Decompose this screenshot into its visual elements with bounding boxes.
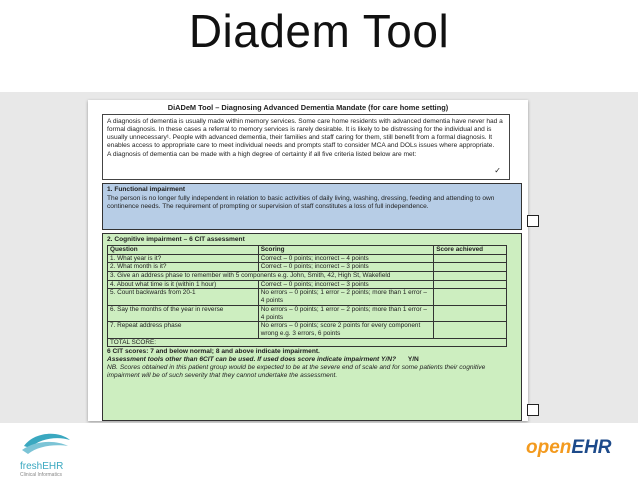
- fresh-ehr-subtext: Clinical Informatics: [20, 472, 62, 478]
- score-input-cell[interactable]: [434, 272, 507, 281]
- check-icon: ✓: [494, 166, 501, 176]
- functional-impairment-section: [102, 183, 522, 230]
- score-input-cell[interactable]: [434, 289, 507, 305]
- section1-heading: 1. Functional impairment: [107, 186, 186, 193]
- column-header-scoring: Scoring: [258, 246, 433, 255]
- total-score-label: TOTAL SCORE:: [108, 338, 507, 347]
- assessment-line: [107, 356, 517, 364]
- open-ehr-logo: [526, 437, 612, 459]
- open-ehr-logo-open: open: [526, 437, 572, 458]
- score-input-cell[interactable]: [434, 305, 507, 321]
- question-cell: 1. What year is it?: [108, 254, 259, 263]
- section1-checkbox[interactable]: [527, 215, 539, 227]
- scoring-cell: No errors – 0 points; 1 error – 2 points; more than 1 error – 4 points: [258, 305, 433, 321]
- column-header-score: Score achieved: [434, 246, 507, 255]
- question-cell: 5. Count backwards from 20-1: [108, 289, 259, 305]
- intro-criteria: A diagnosis of dementia can be made with a high degree of certainty if all five criteria listed below are met:: [107, 151, 417, 159]
- question-cell: 2. What month is it?: [108, 263, 259, 272]
- score-input-cell[interactable]: [434, 254, 507, 263]
- assessment-question: Assessment tools other than 6CIT can be used. If used does score indicate impairment Y/N?: [107, 356, 396, 364]
- scoring-cell: Correct – 0 points; incorrect – 4 points: [258, 254, 433, 263]
- intro-paragraph: A diagnosis of dementia is usually made within memory services. Some care home residents with advanced dementia have never had a formal diagnosis. In these cases a referral to memory services is rarely desirable. It is likely to be distressing for the individual and is usually unnecessary¹. People with advanced dementia, their families and staff caring for them, still benefit from a formal diagnosis. It enables access to appropriate care to meet individual needs and prompts staff to consider MCA and DOLs issues where appropriate.: [107, 118, 503, 150]
- question-cell: 6. Say the months of the year in reverse: [108, 305, 259, 321]
- table-row: [108, 289, 507, 305]
- table-row: [108, 280, 507, 289]
- section2-heading: 2. Cognitive impairment – 6 CIT assessment: [107, 236, 245, 243]
- scoring-cell: No errors – 0 points; score 2 points for every component wrong e.g. 3 errors, 6 points: [258, 322, 433, 338]
- yn-answer[interactable]: Y/N: [407, 356, 419, 364]
- document-title: DiADeM Tool – Diagnosing Advanced Dementia Mandate (for care home setting): [167, 103, 449, 112]
- diadem-document: [88, 100, 528, 421]
- score-input-cell[interactable]: [434, 280, 507, 289]
- total-score-row: [108, 338, 507, 347]
- section2-checkbox[interactable]: [527, 404, 539, 416]
- table-header-row: [108, 246, 507, 255]
- fresh-ehr-text: freshEHR: [20, 461, 64, 472]
- table-row: [108, 263, 507, 272]
- scoring-cell: No errors – 0 points; 1 error – 2 points; more than 1 error – 4 points: [258, 289, 433, 305]
- fresh-ehr-logo-icon: [12, 428, 82, 458]
- nb-line: NB. Scores obtained in this patient group would be expected to be at the severe end of scale and for some patients their cognitive impairment will be of such severity that they cannot undertake the assessment.: [107, 364, 486, 380]
- score-input-cell[interactable]: [434, 322, 507, 338]
- table-row: [108, 272, 507, 281]
- cognitive-impairment-section: [102, 233, 522, 421]
- table-row: [108, 322, 507, 338]
- intro-box: [102, 114, 510, 180]
- question-cell: 3. Give an address phase to remember with 5 components e.g. John, Smith, 42, High St, Wakefield: [108, 272, 434, 281]
- question-cell: 7. Repeat address phase: [108, 322, 259, 338]
- cit-scores-line: 6 CIT scores: 7 and below normal; 8 and above indicate impairment.: [107, 348, 320, 356]
- question-cell: 4. About what time is it (within 1 hour): [108, 280, 259, 289]
- score-input-cell[interactable]: [434, 263, 507, 272]
- cit-notes: [107, 348, 517, 380]
- slide-title: Diadem Tool: [188, 5, 450, 57]
- section1-text: The person is no longer fully independent in relation to basic activities of daily living, washing, dressing, feeding and attending to own continence needs. The requirement of prompting or supervision of staff constitutes a loss of full independence.: [107, 195, 495, 211]
- table-row: [108, 254, 507, 263]
- fresh-ehr-logo: [12, 428, 82, 478]
- scoring-cell: Correct – 0 points; incorrect – 3 points: [258, 263, 433, 272]
- open-ehr-logo-ehr: EHR: [571, 437, 612, 458]
- table-row: [108, 305, 507, 321]
- column-header-question: Question: [108, 246, 259, 255]
- scoring-cell: Correct – 0 points; incorrect – 3 points: [258, 280, 433, 289]
- cit-table: [107, 245, 507, 347]
